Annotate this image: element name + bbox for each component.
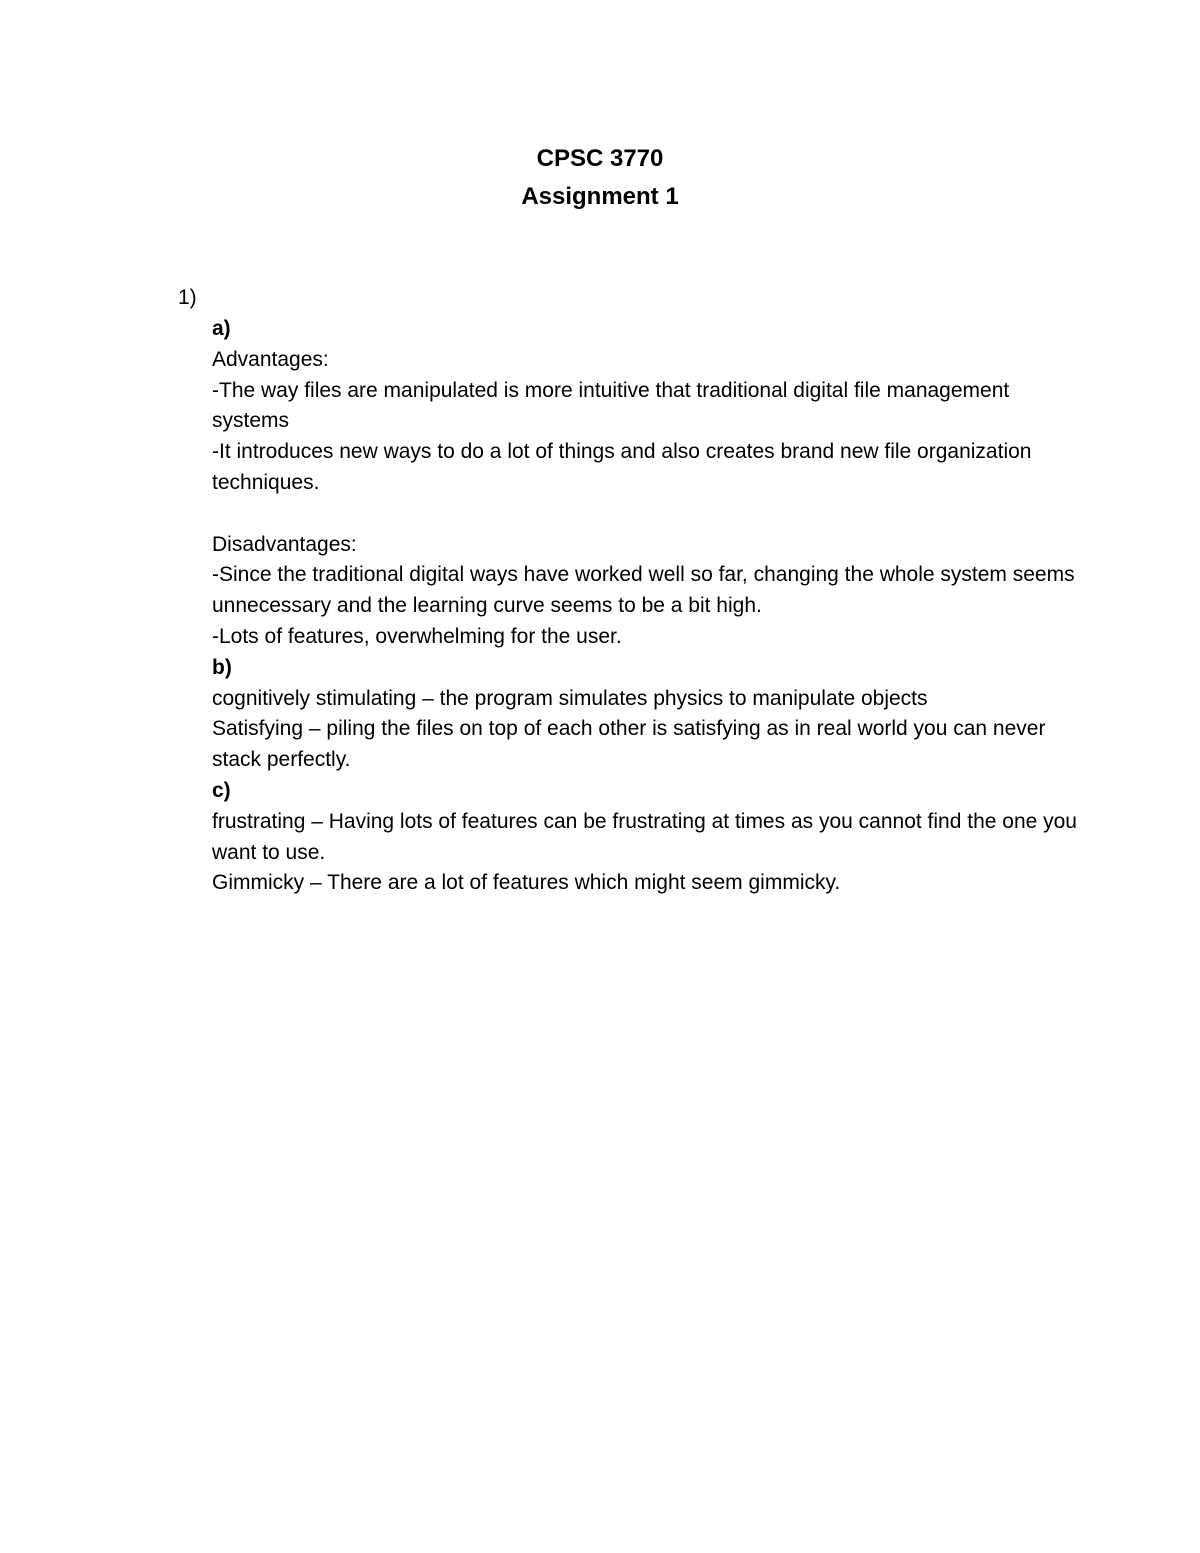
part-b-item: Satisfying – piling the files on top of each other is satisfying as in real world you can never stack perfectly. (212, 717, 1046, 772)
part-c-label: c) (212, 778, 231, 802)
title-block (0, 140, 1200, 216)
answer-body (212, 314, 1082, 899)
part-a-label: a) (212, 317, 231, 340)
part-b-item: cognitively stimulating – the program simulates physics to manipulate objects (212, 686, 928, 710)
advantage-item: -It introduces new ways to do a lot of things and also creates brand new file organization techniques. (212, 440, 1032, 494)
part-c-item: Gimmicky – There are a lot of features which might seem gimmicky. (212, 871, 841, 895)
disadvantage-item: -Lots of features, overwhelming for the user. (212, 624, 622, 648)
advantages-heading: Advantages: (212, 347, 329, 371)
part-b-label: b) (212, 655, 232, 679)
assignment-title: Assignment 1 (521, 183, 679, 210)
disadvantages-heading: Disadvantages: (212, 532, 357, 556)
part-c-item: frustrating – Having lots of features can be frustrating at times as you cannot find the one you want to use. (212, 809, 1077, 864)
paragraph-spacer (212, 499, 1082, 530)
advantage-item: -The way files are manipulated is more intuitive that traditional digital file management systems (212, 378, 1010, 433)
course-title: CPSC 3770 (536, 145, 664, 172)
disadvantage-item: -Since the traditional digital ways have worked well so far, changing the whole system seems unnecessary and the learning curve seems to be a bit high. (212, 563, 1075, 618)
question-number: 1) (178, 286, 197, 309)
